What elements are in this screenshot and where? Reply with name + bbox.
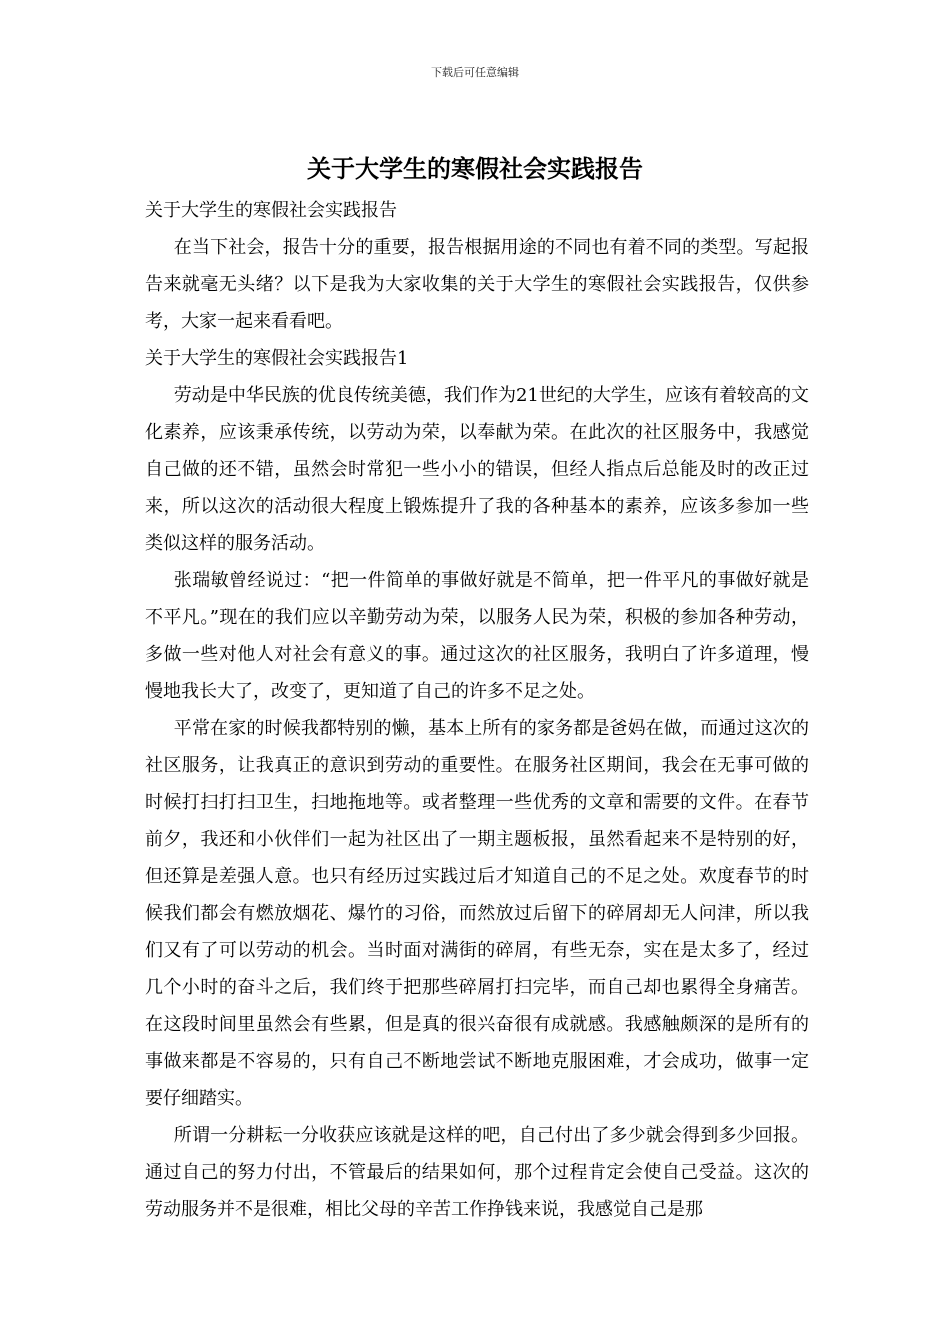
body-paragraph: 张瑞敏曾经说过：“把一件简单的事做好就是不简单，把一件平凡的事做好就是不平凡。”现在的我们应以辛勤劳动为荣，以服务人民为荣，积极的参加各种劳动，多做一些对他人对社会有意义的事。通过这次的社区服务，我明白了许多道理，慢慢地我长大了，改变了，更知道了自己的许多不足之处。 <box>145 570 809 702</box>
document-title: 关于大学生的寒假社会实践报告 <box>307 154 643 183</box>
section-heading: 关于大学生的寒假社会实践报告 <box>145 200 397 221</box>
body-paragraph: 劳动是中华民族的优良传统美德，我们作为21世纪的大学生，应该有着较高的文化素养，应该秉承传统，以劳动为荣，以奉献为荣。在此次的社区服务中，我感觉自己做的还不错，虽然会时常犯一些小小的错误，但经人指点后总能及时的改正过来，所以这次的活动很大程度上锻炼提升了我的各种基本的素养，应该多参加一些类似这样的服务活动。 <box>145 385 809 554</box>
document-body <box>145 192 809 1228</box>
body-paragraph: 在当下社会，报告十分的重要，报告根据用途的不同也有着不同的类型。写起报告来就毫无头绪？以下是我为大家收集的关于大学生的寒假社会实践报告，仅供参考，大家一起来看看吧。 <box>145 237 809 332</box>
body-paragraph: 所谓一分耕耘一分收获应该就是这样的吧，自己付出了多少就会得到多少回报。通过自己的努力付出，不管最后的结果如何，那个过程肯定会使自己受益。这次的劳动服务并不是很难，相比父母的辛苦工作挣钱来说，我感觉自己是那 <box>145 1125 809 1220</box>
body-paragraph: 平常在家的时候我都特别的懒，基本上所有的家务都是爸妈在做，而通过这次的社区服务，让我真正的意识到劳动的重要性。在服务社区期间，我会在无事可做的时候打扫打扫卫生，扫地拖地等。或者整理一些优秀的文章和需要的文件。在春节前夕，我还和小伙伴们一起为社区出了一期主题板报，虽然看起来不是特别的好，但还算是差强人意。也只有经历过实践过后才知道自己的不足之处。欢度春节的时候我们都会有燃放烟花、爆竹的习俗，而然放过后留下的碎屑却无人问津，所以我们又有了可以劳动的机会。当时面对满街的碎屑，有些无奈，实在是太多了，经过几个小时的奋斗之后，我们终于把那些碎屑打扫完毕，而自己却也累得全身痛苦。在这段时间里虽然会有些累，但是真的很兴奋很有成就感。我感触颇深的是所有的事做来都是不容易的，只有自己不断地尝试不断地克服困难，才会成功，做事一定要仔细踏实。 <box>145 718 809 1109</box>
section-heading: 关于大学生的寒假社会实践报告1 <box>145 348 409 369</box>
page-header-note: 下载后可任意编辑 <box>431 66 519 79</box>
